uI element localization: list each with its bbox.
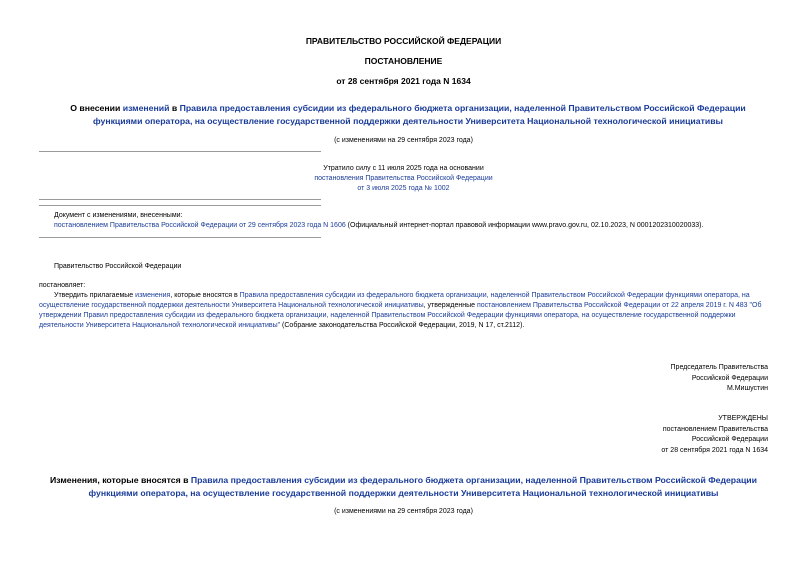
signature-block (671, 363, 768, 395)
approved-block (661, 414, 768, 456)
expired-line: Утратило силу с 11 июля 2025 года на основании (323, 165, 484, 172)
government-header: ПРАВИТЕЛЬСТВО РОССИЙСКОЙ ФЕДЕРАЦИИ (305, 36, 502, 46)
document-type: ПОСТАНОВЛЕНИЕ (364, 56, 443, 66)
changes-source: (Официальный интернет-портал правовой информации www.pravo.gov.ru, 02.10.2023, N 0001202310020033). (345, 222, 704, 229)
body-government: Правительство Российской Федерации (54, 263, 182, 270)
changes-label: Документ с изменениями, внесенными: (54, 212, 183, 219)
p1-text: Утвердить прилагаемые (54, 292, 136, 299)
p1-text-2: , которые вносятся в (170, 292, 240, 299)
expired-link-date (0, 184, 807, 194)
title-link-rules[interactable]: Правила предоставления субсидии из федерального бюджета организации, наделенной Правительством Российской Федерации функциями оператора, на осуществление государственной поддержки деятельности Университета Национальной технологической инициативы (93, 103, 746, 126)
edition-note: (с изменениями на 29 сентября 2023 года) (334, 137, 473, 144)
title-mid: в (169, 103, 180, 113)
document-title (58, 102, 758, 127)
title-prefix: О внесении (70, 103, 123, 113)
changes-title (38, 474, 769, 499)
body-paragraph (39, 291, 769, 331)
expired-resolution-link[interactable]: постановления Правительства Российской Федерации (314, 175, 493, 182)
approved-date: от 28 сентября 2021 года N 1634 (661, 446, 768, 454)
divider (39, 151, 321, 152)
changes-line (54, 221, 774, 231)
document-date: от 28 сентября 2021 года N 1634 (336, 76, 471, 86)
signature-title: Председатель Правительства (670, 364, 768, 371)
body-resolves: постановляет: (39, 282, 86, 289)
changes-title-link[interactable]: Правила предоставления субсидии из федерального бюджета организации, наделенной Правительством Российской Федерации функциями оператора, на осуществление государственной поддержки деятельности Университета Национальной технологической инициативы (88, 475, 757, 498)
p1-text-4: (Собрание законодательства Российской Федерации, 2019, N 17, ст.2112). (280, 322, 525, 329)
title-link-changes[interactable]: изменений (122, 103, 170, 113)
changes-edition-note: (с изменениями на 29 сентября 2023 года) (334, 508, 473, 515)
p1-link-rules[interactable]: Правила предоставления субсидии из федерального бюджета организации, наделенной Правительством Российской Федерации функциями оператора, на осуществление государственной поддержки деятельности Университета Национальной технологической инициативы (39, 292, 750, 309)
divider (39, 199, 321, 200)
changes-title-prefix: Изменения, которые вносятся в (50, 475, 191, 485)
approved-label: УТВЕРЖДЕНЫ (718, 415, 768, 422)
signature-country: Российской Федерации (691, 374, 768, 382)
divider (39, 205, 321, 206)
p1-link-resolution[interactable]: постановлением Правительства Российской Федерации от 22 апреля 2019 г. N 483 "Об утверждении Правил предоставления субсидии из федерального бюджета организации, наделенной Правительством Российской Федерации функциями оператора, на осуществление государственной поддержки деятельности Университета Национальной технологической инициативы" (39, 302, 762, 329)
signature-name: М.Мишустин (726, 385, 768, 392)
expired-date-link[interactable]: от 3 июля 2025 года № 1002 (357, 185, 450, 192)
divider (39, 237, 321, 238)
p1-link-changes[interactable]: изменения (135, 292, 171, 299)
changes-resolution-link[interactable]: постановлением Правительства Российской Федерации от 29 сентября 2023 года N 1606 (54, 222, 346, 229)
approved-country: Российской Федерации (691, 436, 768, 443)
approved-by: постановлением Правительства (662, 425, 768, 433)
p1-text-3: , утвержденные (423, 302, 477, 309)
expired-link-resolution (0, 174, 807, 184)
